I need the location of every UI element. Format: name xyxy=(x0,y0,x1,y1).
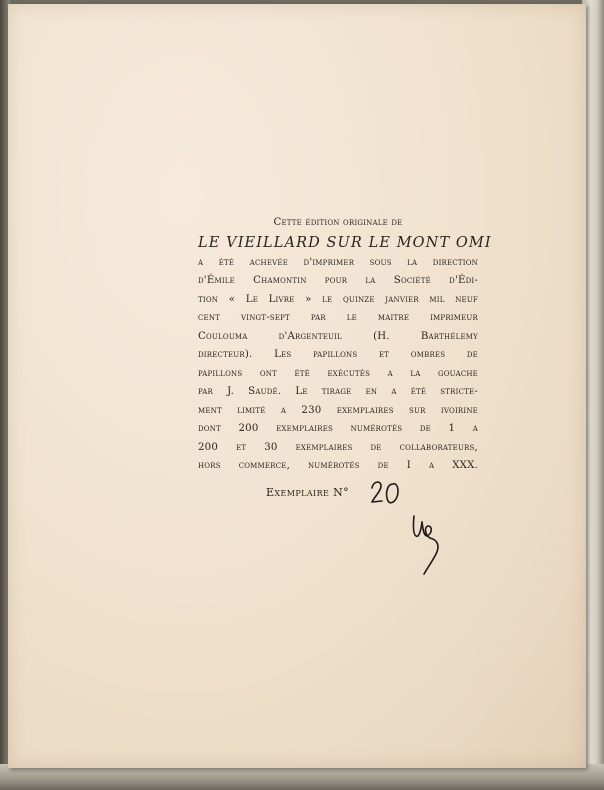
handwritten-copy-number xyxy=(369,476,403,510)
handwritten-signature xyxy=(408,508,448,582)
colophon-line: par J. Saudé. Le tirage en a été stricte- xyxy=(198,386,478,397)
colophon-line: directeur). Les papillons et ombres de xyxy=(198,349,478,360)
colophon-line: d'Émile Chamontin pour la Société d'Édi- xyxy=(198,275,478,286)
book-title: LE VIEILLARD SUR LE MONT OMI xyxy=(198,234,492,251)
colophon-line: Coulouma d'Argenteuil (H. Barthélemy xyxy=(198,330,478,342)
book-page xyxy=(8,4,586,768)
colophon-line: hors commerce, numérotés de I a XXX. xyxy=(198,460,478,471)
copy-number-label: Exemplaire N° xyxy=(266,486,350,499)
colophon-line: cent vingt-sept par le maitre imprimeur xyxy=(198,312,478,323)
colophon-line-intro: Cette édition originale de xyxy=(273,217,403,228)
colophon-line: papillons ont été exécutés a la gouache xyxy=(198,367,478,379)
colophon-line: dont 200 exemplaires numérotés de 1 a xyxy=(198,423,478,434)
colophon-line: 200 et 30 exemplaires de collaborateurs, xyxy=(198,441,478,453)
colophon-line: ment limité a 230 exemplaires sur ivoirine xyxy=(198,404,478,416)
colophon-line: tion « Le Livre » le quinze janvier mil neuf xyxy=(198,293,478,305)
colophon-line: a été achevée d'imprimer sous la direction xyxy=(198,256,478,268)
colophon-text xyxy=(198,214,492,476)
